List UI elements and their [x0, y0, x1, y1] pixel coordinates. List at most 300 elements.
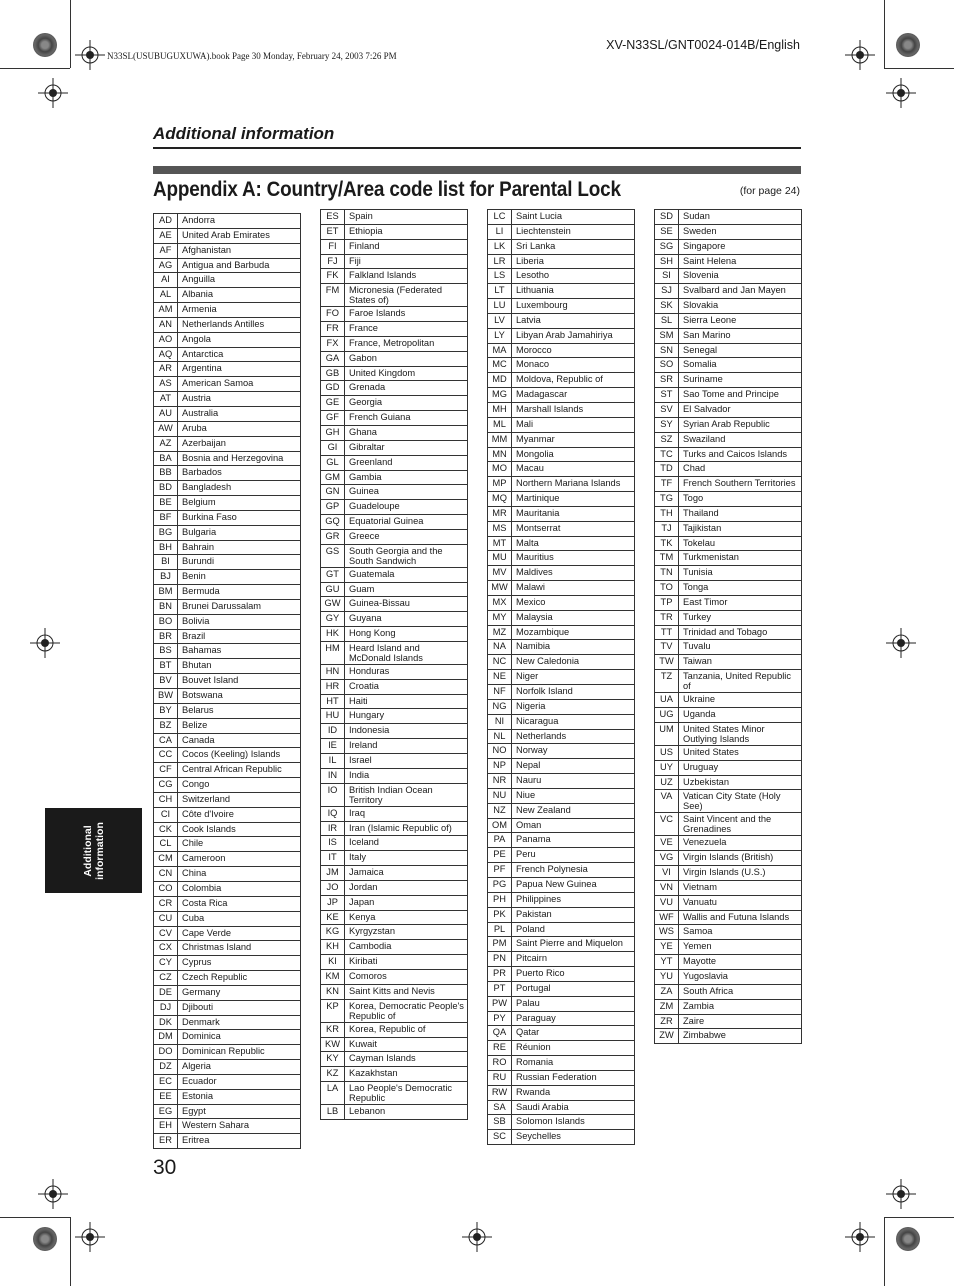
country-code: GL: [321, 455, 345, 470]
table-row: [488, 744, 635, 759]
country-code: RU: [488, 1070, 512, 1085]
country-code: SZ: [655, 432, 679, 447]
country-name: Micronesia (Federated States of): [345, 284, 468, 307]
country-name: Montserrat: [512, 521, 635, 536]
table-row: [488, 685, 635, 700]
country-code: MY: [488, 610, 512, 625]
country-name: Greece: [345, 529, 468, 544]
country-code: MC: [488, 358, 512, 373]
country-name: Aruba: [178, 421, 301, 436]
table-row: [321, 768, 468, 783]
country-code: DJ: [154, 1000, 178, 1015]
country-code: KG: [321, 925, 345, 940]
table-row: [655, 984, 802, 999]
table-row: [321, 529, 468, 544]
registration-disc-bottom-right: [896, 1227, 920, 1251]
country-name: Swaziland: [679, 432, 802, 447]
country-name: Russian Federation: [512, 1070, 635, 1085]
table-row: [154, 763, 301, 778]
country-code: PA: [488, 833, 512, 848]
table-row: [321, 955, 468, 970]
country-code: PY: [488, 1011, 512, 1026]
crosshair-mark-icon: [75, 40, 105, 70]
country-code: MA: [488, 343, 512, 358]
country-name: Bouvet Island: [178, 674, 301, 689]
country-name: Venezuela: [679, 836, 802, 851]
country-name: Romania: [512, 1056, 635, 1071]
country-code: AW: [154, 421, 178, 436]
country-name: Mongolia: [512, 447, 635, 462]
country-code: BH: [154, 540, 178, 555]
table-row: [154, 1074, 301, 1089]
country-code: GD: [321, 381, 345, 396]
table-row: [655, 851, 802, 866]
country-name: Nepal: [512, 759, 635, 774]
table-row: [154, 525, 301, 540]
country-name: Iraq: [345, 806, 468, 821]
country-name: Costa Rica: [178, 896, 301, 911]
country-code: MR: [488, 506, 512, 521]
country-code: AM: [154, 303, 178, 318]
registration-disc-top-right: [896, 33, 920, 57]
country-code: AN: [154, 317, 178, 332]
country-name: Angola: [178, 332, 301, 347]
country-name: French Southern Territories: [679, 477, 802, 492]
country-code: IQ: [321, 806, 345, 821]
country-name: Antarctica: [178, 347, 301, 362]
country-code: MQ: [488, 492, 512, 507]
country-name: Indonesia: [345, 724, 468, 739]
country-name: Suriname: [679, 373, 802, 388]
country-code: IS: [321, 836, 345, 851]
country-code: GB: [321, 366, 345, 381]
table-row: [154, 481, 301, 496]
country-code: KE: [321, 910, 345, 925]
country-code: NE: [488, 670, 512, 685]
country-code: SK: [655, 299, 679, 314]
table-row: [321, 679, 468, 694]
country-name: French Polynesia: [512, 863, 635, 878]
crosshair-mark-icon: [38, 1179, 68, 1209]
country-name: Tonga: [679, 581, 802, 596]
table-row: [655, 745, 802, 760]
country-name: Kenya: [345, 910, 468, 925]
country-code: BN: [154, 599, 178, 614]
country-name: Trinidad and Tobago: [679, 625, 802, 640]
country-code: VA: [655, 790, 679, 813]
country-name: Japan: [345, 895, 468, 910]
country-name: Eritrea: [178, 1134, 301, 1149]
country-code: DE: [154, 985, 178, 1000]
country-name: Saint Pierre and Miquelon: [512, 937, 635, 952]
country-code: SG: [655, 239, 679, 254]
country-code: GF: [321, 411, 345, 426]
country-code: PT: [488, 981, 512, 996]
country-name: Jamaica: [345, 866, 468, 881]
country-code: PL: [488, 922, 512, 937]
country-code: MH: [488, 402, 512, 417]
table-row: [655, 521, 802, 536]
table-row: [321, 940, 468, 955]
country-name: United Kingdom: [345, 366, 468, 381]
country-name: Bhutan: [178, 659, 301, 674]
country-code: BG: [154, 525, 178, 540]
country-name: Monaco: [512, 358, 635, 373]
country-code: PG: [488, 877, 512, 892]
crop-line: [884, 68, 954, 69]
country-code: BB: [154, 466, 178, 481]
table-row: [488, 417, 635, 432]
table-row: [154, 377, 301, 392]
country-name: Taiwan: [679, 655, 802, 670]
country-name: Botswana: [178, 689, 301, 704]
country-name: Gibraltar: [345, 440, 468, 455]
table-row: [655, 640, 802, 655]
country-name: Haiti: [345, 694, 468, 709]
country-name: Dominican Republic: [178, 1045, 301, 1060]
table-row: [154, 1060, 301, 1075]
crop-line: [0, 1217, 70, 1218]
table-row: [488, 1056, 635, 1071]
country-name: Kuwait: [345, 1037, 468, 1052]
country-code: VG: [655, 851, 679, 866]
table-row: [488, 239, 635, 254]
table-row: [488, 922, 635, 937]
country-name: Lithuania: [512, 284, 635, 299]
country-code: GM: [321, 470, 345, 485]
table-row: [655, 655, 802, 670]
country-name: Cyprus: [178, 956, 301, 971]
country-code: GE: [321, 396, 345, 411]
table-row: [655, 1029, 802, 1044]
country-name: New Caledonia: [512, 655, 635, 670]
country-code: HM: [321, 641, 345, 664]
table-row: [154, 1030, 301, 1045]
country-name: Denmark: [178, 1015, 301, 1030]
table-row: [655, 610, 802, 625]
country-name: Côte d'Ivoire: [178, 807, 301, 822]
country-code: SD: [655, 210, 679, 225]
country-name: Uganda: [679, 708, 802, 723]
country-name: Pakistan: [512, 907, 635, 922]
table-row: [321, 999, 468, 1022]
table-row: [488, 714, 635, 729]
country-name: Mauritius: [512, 551, 635, 566]
country-code: AU: [154, 406, 178, 421]
table-row: [488, 269, 635, 284]
country-code: TC: [655, 447, 679, 462]
table-row: [655, 388, 802, 403]
table-row: [488, 477, 635, 492]
table-row: [154, 733, 301, 748]
table-row: [488, 328, 635, 343]
table-row: [321, 336, 468, 351]
country-name: Madagascar: [512, 388, 635, 403]
country-code: NU: [488, 788, 512, 803]
country-code: CX: [154, 941, 178, 956]
country-code: NA: [488, 640, 512, 655]
country-name: Bermuda: [178, 585, 301, 600]
country-name: Latvia: [512, 313, 635, 328]
country-name: East Timor: [679, 595, 802, 610]
country-name: Puerto Rico: [512, 967, 635, 982]
country-code: BE: [154, 496, 178, 511]
table-row: [488, 447, 635, 462]
country-name: Luxembourg: [512, 299, 635, 314]
table-row: [154, 214, 301, 229]
country-name: Vanuatu: [679, 895, 802, 910]
country-code: BT: [154, 659, 178, 674]
table-row: [488, 907, 635, 922]
crosshair-mark-icon: [845, 1222, 875, 1252]
table-row: [655, 551, 802, 566]
country-code: BF: [154, 510, 178, 525]
table-row: [488, 284, 635, 299]
country-name: Vietnam: [679, 880, 802, 895]
country-code: GU: [321, 582, 345, 597]
country-name: Andorra: [178, 214, 301, 229]
country-code: AZ: [154, 436, 178, 451]
country-name: Martinique: [512, 492, 635, 507]
table-row: [154, 303, 301, 318]
table-row: [321, 724, 468, 739]
country-code: IT: [321, 851, 345, 866]
country-code: RE: [488, 1041, 512, 1056]
country-name: Dominica: [178, 1030, 301, 1045]
country-name: Belize: [178, 718, 301, 733]
crosshair-mark-icon: [845, 40, 875, 70]
table-row: [488, 1011, 635, 1026]
crop-line: [884, 1217, 885, 1286]
table-row: [488, 1085, 635, 1100]
table-row: [655, 940, 802, 955]
country-code: CL: [154, 837, 178, 852]
table-row: [154, 629, 301, 644]
table-row: [488, 863, 635, 878]
table-row: [488, 358, 635, 373]
country-code: ST: [655, 388, 679, 403]
country-name: Malaysia: [512, 610, 635, 625]
section-heading: Additional information: [153, 124, 335, 143]
table-row: [488, 981, 635, 996]
country-code: LS: [488, 269, 512, 284]
country-name: Mauritania: [512, 506, 635, 521]
country-name: Colombia: [178, 881, 301, 896]
country-name: Bolivia: [178, 614, 301, 629]
table-row: [321, 425, 468, 440]
country-code: FX: [321, 336, 345, 351]
page-title: Appendix A: Country/Area code list for Parental Lock: [153, 178, 621, 201]
table-row: [154, 674, 301, 689]
country-code: UZ: [655, 775, 679, 790]
country-name: Cook Islands: [178, 822, 301, 837]
country-code: TT: [655, 625, 679, 640]
table-row: [154, 689, 301, 704]
country-code: MD: [488, 373, 512, 388]
country-code: FK: [321, 269, 345, 284]
table-row: [488, 670, 635, 685]
country-code: IO: [321, 783, 345, 806]
table-row: [655, 895, 802, 910]
country-name: Cocos (Keeling) Islands: [178, 748, 301, 763]
country-code: GA: [321, 351, 345, 366]
country-code: CZ: [154, 971, 178, 986]
country-name: Marshall Islands: [512, 402, 635, 417]
country-name: Chad: [679, 462, 802, 477]
table-row: [321, 783, 468, 806]
country-name: Myanmar: [512, 432, 635, 447]
country-code: DM: [154, 1030, 178, 1045]
country-code: LR: [488, 254, 512, 269]
table-row: [321, 627, 468, 642]
country-code: TF: [655, 477, 679, 492]
table-row: [488, 996, 635, 1011]
country-code: SY: [655, 417, 679, 432]
country-name: China: [178, 867, 301, 882]
country-code: HK: [321, 627, 345, 642]
country-name: Paraguay: [512, 1011, 635, 1026]
table-row: [488, 788, 635, 803]
country-name: Saint Lucia: [512, 210, 635, 225]
country-code: MN: [488, 447, 512, 462]
country-code: GQ: [321, 515, 345, 530]
country-code: BW: [154, 689, 178, 704]
country-name: Guam: [345, 582, 468, 597]
country-name: Thailand: [679, 506, 802, 521]
country-name: Hong Kong: [345, 627, 468, 642]
country-name: Hungary: [345, 709, 468, 724]
table-row: [321, 895, 468, 910]
table-row: [488, 432, 635, 447]
country-name: Tunisia: [679, 566, 802, 581]
country-name: South Africa: [679, 984, 802, 999]
country-name: Djibouti: [178, 1000, 301, 1015]
table-row: [488, 952, 635, 967]
country-name: Iran (Islamic Republic of): [345, 821, 468, 836]
table-row: [488, 506, 635, 521]
country-code: YE: [655, 940, 679, 955]
country-code: CR: [154, 896, 178, 911]
table-row: [321, 582, 468, 597]
country-name: Kazakhstan: [345, 1067, 468, 1082]
country-name: Bahamas: [178, 644, 301, 659]
country-name: Mexico: [512, 595, 635, 610]
country-name: Sudan: [679, 210, 802, 225]
country-code: BV: [154, 674, 178, 689]
table-row: [321, 485, 468, 500]
table-row: [321, 597, 468, 612]
country-name: United Arab Emirates: [178, 228, 301, 243]
table-row: [321, 641, 468, 664]
code-table-1: [153, 213, 301, 1149]
table-row: [321, 836, 468, 851]
country-code: PN: [488, 952, 512, 967]
country-code: GT: [321, 567, 345, 582]
table-row: [488, 833, 635, 848]
country-name: Afghanistan: [178, 243, 301, 258]
country-name: Western Sahara: [178, 1119, 301, 1134]
country-name: Zaire: [679, 1014, 802, 1029]
table-row: [154, 570, 301, 585]
country-code: NZ: [488, 803, 512, 818]
table-row: [154, 243, 301, 258]
country-name: Philippines: [512, 892, 635, 907]
country-code: OM: [488, 818, 512, 833]
country-name: Macau: [512, 462, 635, 477]
country-name: Mayotte: [679, 955, 802, 970]
country-code: AT: [154, 392, 178, 407]
country-name: Somalia: [679, 358, 802, 373]
country-code: LC: [488, 210, 512, 225]
table-row: [488, 640, 635, 655]
country-name: Czech Republic: [178, 971, 301, 986]
country-name: Kiribati: [345, 955, 468, 970]
registration-disc-bottom-left: [33, 1227, 57, 1251]
country-code: IR: [321, 821, 345, 836]
country-code: LI: [488, 224, 512, 239]
table-row: [488, 595, 635, 610]
country-name: Nigeria: [512, 699, 635, 714]
country-code: GN: [321, 485, 345, 500]
country-code: AG: [154, 258, 178, 273]
crosshair-mark-icon: [75, 1222, 105, 1252]
table-row: [321, 709, 468, 724]
country-name: Anguilla: [178, 273, 301, 288]
table-row: [655, 417, 802, 432]
country-code: CH: [154, 792, 178, 807]
country-code: AL: [154, 288, 178, 303]
table-row: [488, 655, 635, 670]
country-name: Burundi: [178, 555, 301, 570]
table-row: [321, 515, 468, 530]
country-code: SV: [655, 402, 679, 417]
country-code: PF: [488, 863, 512, 878]
country-name: Morocco: [512, 343, 635, 358]
country-name: Finland: [345, 239, 468, 254]
country-name: Niue: [512, 788, 635, 803]
country-code: AD: [154, 214, 178, 229]
title-bar: [153, 166, 801, 174]
country-code: UA: [655, 693, 679, 708]
country-name: United States: [679, 745, 802, 760]
country-name: Peru: [512, 848, 635, 863]
country-code: JP: [321, 895, 345, 910]
table-row: [655, 625, 802, 640]
table-row: [488, 373, 635, 388]
table-row: [655, 313, 802, 328]
country-code: CV: [154, 926, 178, 941]
table-row: [154, 451, 301, 466]
country-name: Ecuador: [178, 1074, 301, 1089]
table-row: [655, 284, 802, 299]
country-name: Gabon: [345, 351, 468, 366]
country-name: Wallis and Futuna Islands: [679, 910, 802, 925]
table-row: [655, 722, 802, 745]
country-code: MO: [488, 462, 512, 477]
country-code: HN: [321, 664, 345, 679]
country-name: Brazil: [178, 629, 301, 644]
table-row: [321, 351, 468, 366]
country-code: EG: [154, 1104, 178, 1119]
table-row: [154, 985, 301, 1000]
table-row: [488, 566, 635, 581]
country-code: TK: [655, 536, 679, 551]
table-row: [655, 328, 802, 343]
table-row: [321, 664, 468, 679]
table-row: [154, 555, 301, 570]
country-name: Belarus: [178, 703, 301, 718]
table-row: [321, 366, 468, 381]
